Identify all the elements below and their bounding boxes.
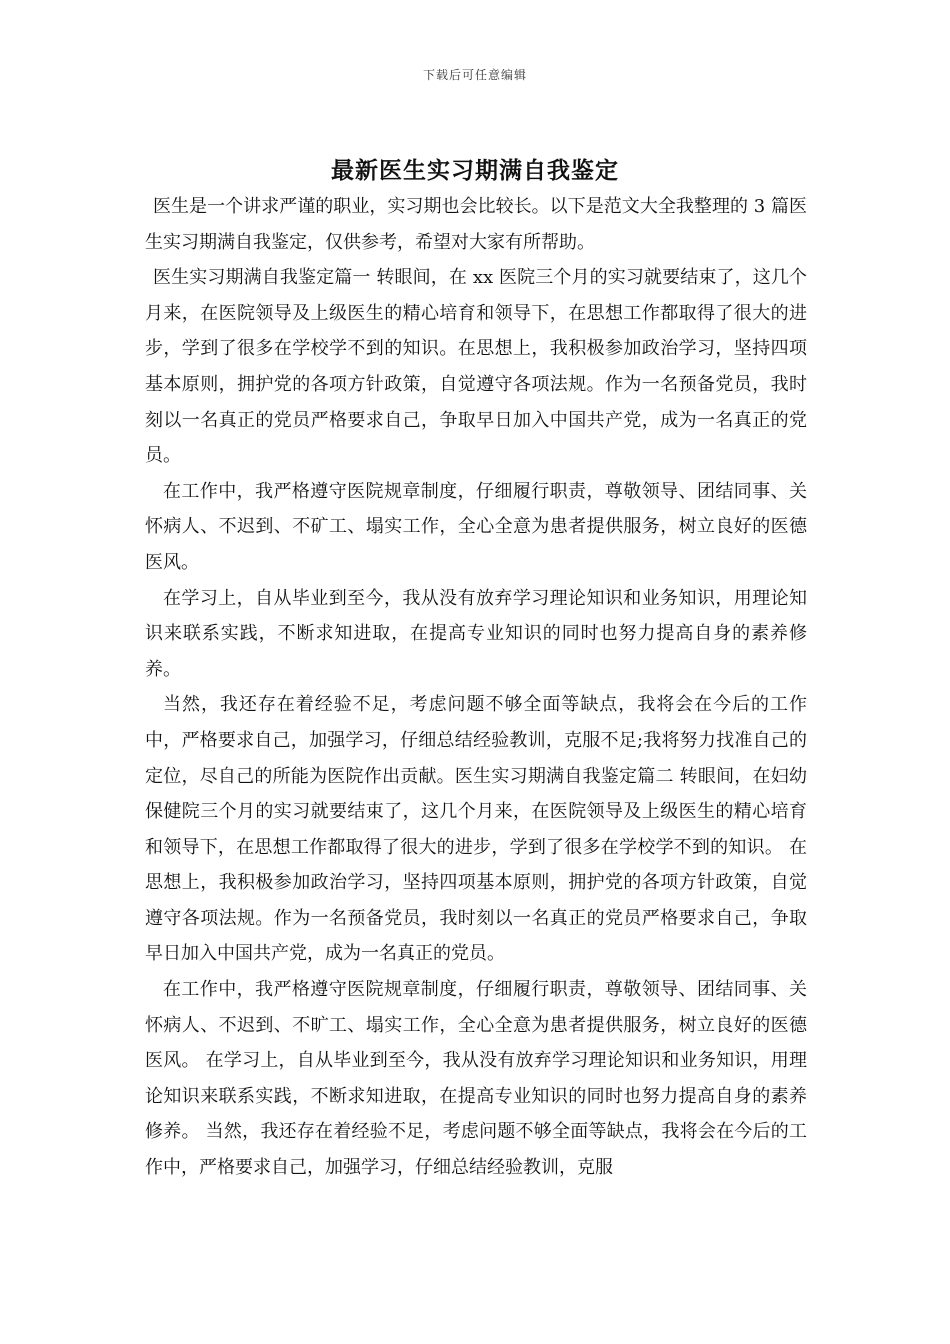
paragraph-part-one: 医生实习期满自我鉴定篇一 转眼间，在 xx 医院三个月的实习就要结束了，这几个月来，在医院领导及上级医生的精心培育和领导下，在思想工作都取得了很大的进步，学到了很多在学校学不到的知识。在思想上，我积极参加政治学习，坚持四项基本原则，拥护党的各项方针政策，自觉遵守各项法规。作为一名预备党员，我时刻以一名真正的党员严格要求自己，争取早日加入中国共产党，成为一名真正的党员。 — [145, 267, 807, 467]
paragraph-work: 在工作中，我严格遵守医院规章制度，仔细履行职责，尊敬领导、团结同事、关怀病人、不迟到、不矿工、塌实工作，全心全意为患者提供服务，树立良好的医德医风。 — [145, 480, 807, 573]
paragraph-study: 在学习上，自从毕业到至今，我从没有放弃学习理论知识和业务知识，用理论知识来联系实践，不断求知进取，在提高专业知识的同时也努力提高自身的素养修养。 — [145, 587, 807, 680]
paragraph-shortcomings-part-two: 当然，我还存在着经验不足，考虑问题不够全面等缺点，我将会在今后的工作中，严格要求自己，加强学习，仔细总结经验教训，克服不足;我将努力找准自己的定位，尽自己的所能为医院作出贡献。医生实习期满自我鉴定篇二 转眼间，在妇幼保健院三个月的实习就要结束了，这几个月来，在医院领导及上级医生的精心培育和领导下，在思想工作都取得了很大的进步，学到了很多在学校学不到的知识。 在思想上，我积极参加政治学习，坚持四项基本原则，拥护党的各项方针政策，自觉遵守各项法规。作为一名预备党员，我时刻以一名真正的党员严格要求自己，争取早日加入中国共产党，成为一名真正的党员。 — [145, 694, 807, 965]
document-title: 最新医生实习期满自我鉴定 — [331, 157, 619, 184]
paragraph-work-study-continued: 在工作中，我严格遵守医院规章制度，仔细履行职责，尊敬领导、团结同事、关怀病人、不迟到、不旷工、塌实工作，全心全意为患者提供服务，树立良好的医德医风。 在学习上，自从毕业到至今，我从没有放弃学习理论知识和业务知识，用理论知识来联系实践，不断求知进取，在提高专业知识的同时也努力提高自身的素养修养。 当然，我还存在着经验不足，考虑问题不够全面等缺点，我将会在今后的工作中，严格要求自己，加强学习，仔细总结经验教训，克服 — [145, 979, 807, 1179]
paragraph-intro: 医生是一个讲求严谨的职业，实习期也会比较长。以下是范文大全我整理的 3 篇医生实习期满自我鉴定，仅供参考，希望对大家有所帮助。 — [145, 196, 807, 253]
header-note: 下载后可任意编辑 — [422, 68, 527, 82]
document-body — [145, 189, 807, 1186]
